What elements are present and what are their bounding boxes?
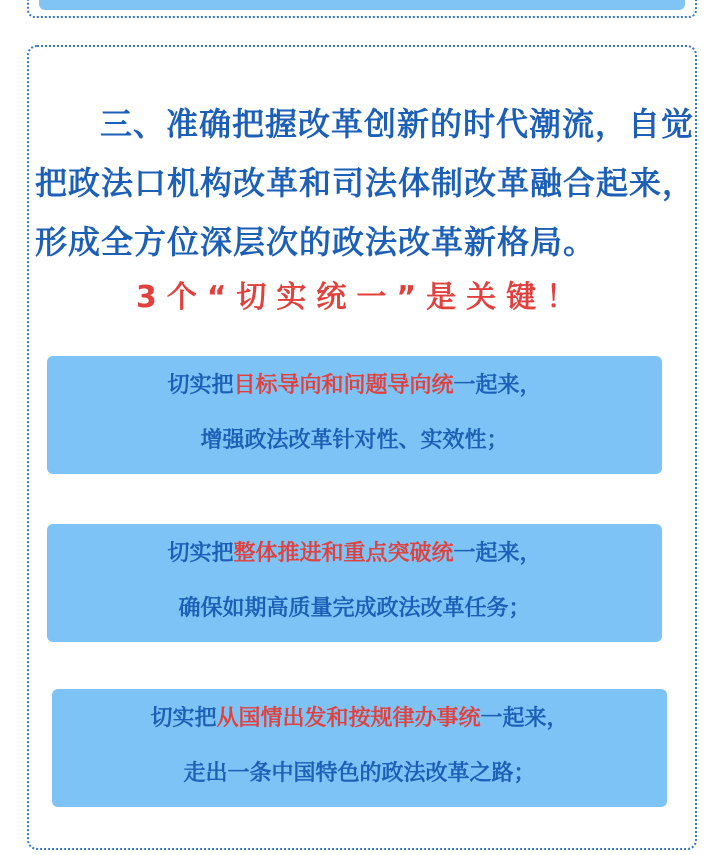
key-slogan: 3个“切实统一”是关键！ [135,280,587,315]
section-heading [35,95,700,272]
card-1-prefix: 切实把 [167,373,234,398]
previous-section-card [39,0,685,10]
card-3-suffix: 一起来， [480,706,569,731]
card-3-line-2: 走出一条中国特色的政法改革之路； [183,761,536,786]
card-2-suffix: 一起来， [453,541,542,566]
card-2-line-2: 确保如期高质量完成政法改革任务； [178,596,531,621]
heading-line-1: 三、准确把握改革创新的时代潮流，自觉 [100,105,695,143]
card-1-line-2: 增强政法改革针对性、实效性； [200,428,509,453]
principle-card-1 [47,356,662,474]
heading-line-2: 把政法口机构改革和司法体制改革融合起来， [35,164,696,202]
card-2-highlight: 整体推进和重点突破统 [233,541,454,566]
principle-card-2 [47,524,662,642]
previous-section-frame [27,0,697,18]
card-3-highlight: 从国情出发和按规律办事统 [216,706,481,731]
card-3-prefix: 切实把 [150,706,217,731]
principle-card-3 [52,689,667,807]
heading-line-3: 形成全方位深层次的政法改革新格局。 [35,223,597,261]
card-2-prefix: 切实把 [167,541,234,566]
card-2-line-1 [47,526,662,581]
card-1-highlight: 目标导向和问题导向统 [233,373,454,398]
card-3-line-1 [52,691,667,746]
card-1-suffix: 一起来， [453,373,542,398]
card-1-line-1 [47,358,662,413]
